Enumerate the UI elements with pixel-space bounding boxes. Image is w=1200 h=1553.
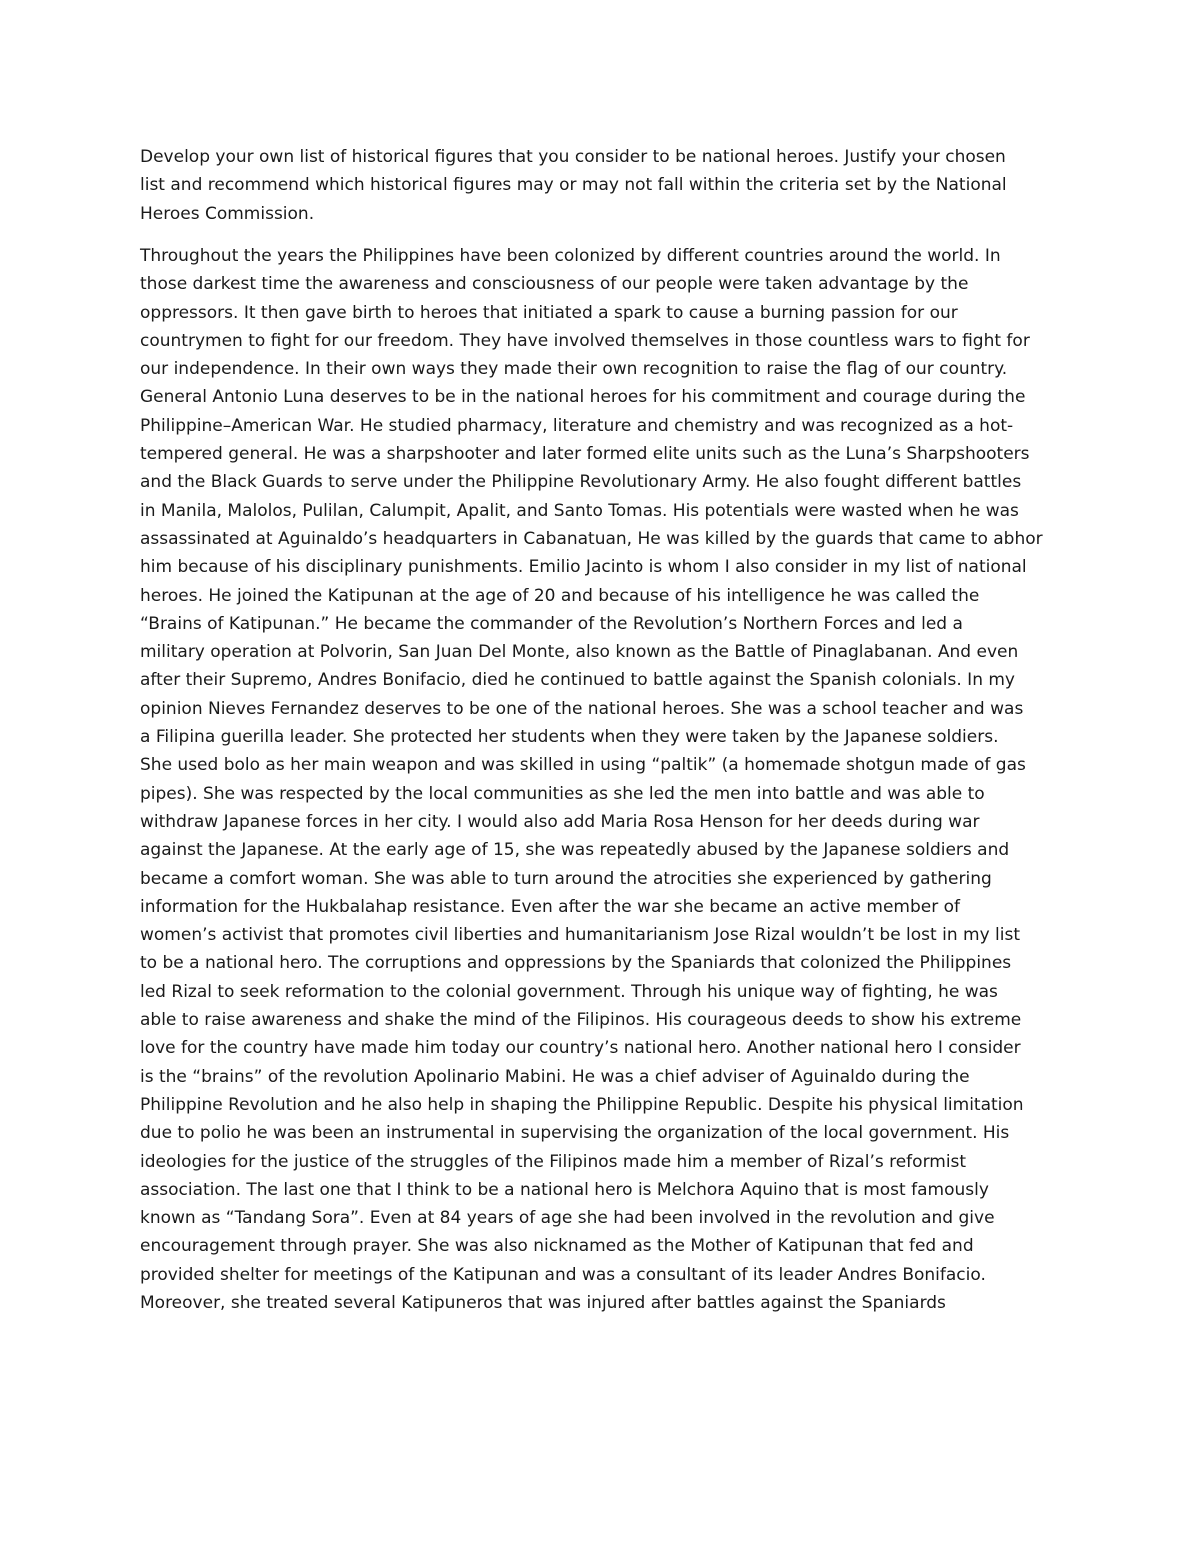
text-line: Philippine–American War. He studied pharmacy, literature and chemistry and was recognized as a hot- — [140, 415, 1014, 436]
text-line: Throughout the years the Philippines have been colonized by different countries around the world. In — [140, 246, 1001, 266]
text-line: “Brains of Katipunan.” He became the commander of the Revolution’s Northern Forces and led a — [140, 613, 963, 634]
text-line: oppressors. It then gave birth to heroes that initiated a spark to cause a burning passion for our — [140, 302, 958, 323]
text-line: due to polio he was been an instrumental in supervising the organization of the local government. His — [140, 1123, 1010, 1144]
text-line: pipes). She was respected by the local communities as she led the men into battle and was able to — [140, 783, 985, 804]
text-line: able to raise awareness and shake the mind of the Filipinos. His courageous deeds to show his extreme — [140, 1010, 1022, 1031]
text-line: provided shelter for meetings of the Katipunan and was a consultant of its leader Andres Bonifacio. — [140, 1264, 986, 1285]
text-line: countrymen to fight for our freedom. They have involved themselves in those countless wars to fight for — [140, 330, 1030, 351]
text-line: assassinated at Aguinaldo’s headquarters in Cabanatuan, He was killed by the guards that came to abhor — [140, 528, 1043, 549]
text-line: against the Japanese. At the early age of 15, she was repeatedly abused by the Japanese soldiers and — [140, 840, 1010, 861]
text-line: after their Supremo, Andres Bonifacio, died he continued to battle against the Spanish colonials. In my — [140, 670, 1015, 691]
essay-paragraph — [140, 242, 1070, 1317]
text-line: information for the Hukbalahap resistance. Even after the war she became an active member of — [140, 896, 961, 917]
text-line: those darkest time the awareness and consciousness of our people were taken advantage by the — [140, 274, 969, 295]
text-line: him because of his disciplinary punishments. Emilio Jacinto is whom I also consider in my list of national — [140, 557, 1027, 578]
text-line: our independence. In their own ways they made their own recognition to raise the flag of our country. — [140, 359, 1008, 380]
text-line: in Manila, Malolos, Pulilan, Calumpit, Apalit, and Santo Tomas. His potentials were wasted when he was — [140, 500, 1019, 521]
text-line: encouragement through prayer. She was also nicknamed as the Mother of Katipunan that fed and — [140, 1236, 974, 1257]
prompt-paragraph — [140, 143, 1070, 228]
text-line: withdraw Japanese forces in her city. I would also add Maria Rosa Henson for her deeds during war — [140, 811, 980, 832]
text-line: Philippine Revolution and he also help in shaping the Philippine Republic. Despite his physical limitation — [140, 1094, 1024, 1115]
text-line: Develop your own list of historical figures that you consider to be national heroes. Justify your chosen — [140, 147, 1006, 167]
text-line: Moreover, she treated several Katipuneros that was injured after battles against the Spaniards — [140, 1292, 946, 1313]
text-line: to be a national hero. The corruptions and oppressions by the Spaniards that colonized the Philippines — [140, 953, 1012, 974]
text-line: ideologies for the justice of the struggles of the Filipinos made him a member of Rizal’s reformist — [140, 1151, 967, 1172]
text-line: women’s activist that promotes civil liberties and humanitarianism Jose Rizal wouldn’t be lost in my list — [140, 925, 1020, 946]
text-line: Heroes Commission. — [140, 203, 315, 224]
text-line: association. The last one that I think to be a national hero is Melchora Aquino that is most famously — [140, 1179, 989, 1200]
text-line: General Antonio Luna deserves to be in the national heroes for his commitment and courage during the — [140, 387, 1026, 408]
text-line: and the Black Guards to serve under the Philippine Revolutionary Army. He also fought different battles — [140, 472, 1022, 493]
text-line: known as “Tandang Sora”. Even at 84 years of age she had been involved in the revolution and give — [140, 1208, 995, 1229]
text-line: military operation at Polvorin, San Juan Del Monte, also known as the Battle of Pinaglabanan. And even — [140, 642, 1019, 663]
text-line: led Rizal to seek reformation to the colonial government. Through his unique way of fighting, he was — [140, 981, 998, 1002]
text-line: opinion Nieves Fernandez deserves to be one of the national heroes. She was a school teacher and was — [140, 698, 1024, 719]
text-line: She used bolo as her main weapon and was skilled in using “paltik” (a homemade shotgun made of gas — [140, 755, 1026, 776]
text-line: a Filipina guerilla leader. She protected her students when they were taken by the Japanese soldiers. — [140, 727, 999, 748]
text-line: became a comfort woman. She was able to turn around the atrocities she experienced by gathering — [140, 868, 992, 889]
text-line: is the “brains” of the revolution Apolinario Mabini. He was a chief adviser of Aguinaldo during the — [140, 1066, 970, 1087]
text-line: tempered general. He was a sharpshooter and later formed elite units such as the Luna’s Sharpshooters — [140, 444, 1030, 465]
text-line: list and recommend which historical figures may or may not fall within the criteria set by the National — [140, 175, 1007, 196]
text-line: love for the country have made him today our country’s national hero. Another national hero I consider — [140, 1038, 1021, 1059]
text-line: heroes. He joined the Katipunan at the age of 20 and because of his intelligence he was called the — [140, 585, 980, 606]
